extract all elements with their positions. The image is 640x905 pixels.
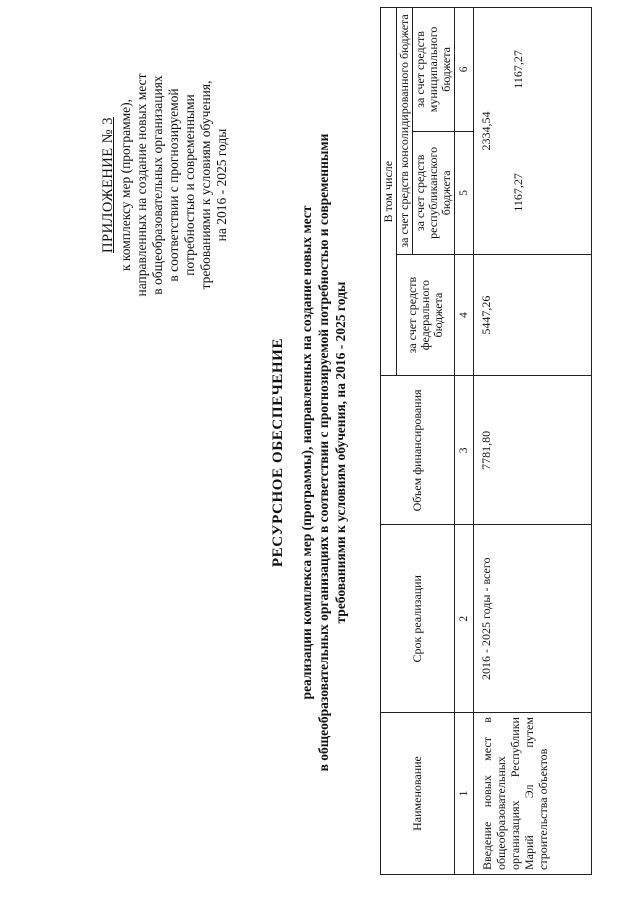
row-federal: 5447,26 — [474, 254, 592, 375]
row-name: Введение новых мест в общеобразовательных организациях Республики Марий Эл путем строительства объектов — [474, 713, 592, 875]
header-consolidated: за счет средств консолидированного бюджета — [397, 8, 413, 255]
header-republican: за счет средств республиканского бюджета — [413, 131, 455, 254]
resource-table — [380, 7, 592, 875]
row-split — [512, 8, 525, 254]
row-consolidated-cell — [474, 8, 592, 255]
document-subtitle — [298, 60, 349, 845]
appendix-line: потребностью и современными — [182, 94, 197, 276]
column-number: 6 — [455, 8, 474, 132]
header-volume: Объем финансирования — [381, 376, 455, 525]
row-municipal: 1167,27 — [511, 50, 525, 89]
header-including: В том числе — [381, 8, 397, 376]
row-period: 2016 - 2025 годы - всего — [474, 525, 592, 713]
header-federal: за счет средств федерального бюджета — [397, 254, 455, 375]
header-period: Срок реализации — [381, 525, 455, 713]
appendix-block — [100, 25, 230, 345]
row-volume: 7781,80 — [474, 376, 592, 525]
column-numbers-row — [455, 8, 474, 875]
appendix-line: на 2016 - 2025 годы — [214, 128, 229, 242]
column-number: 3 — [455, 376, 474, 525]
column-number: 5 — [455, 131, 474, 254]
table-row — [474, 8, 592, 875]
appendix-line: в соответствии с прогнозируемой — [166, 88, 181, 282]
appendix-line: к комплексу мер (программе), — [118, 98, 133, 272]
column-number: 1 — [455, 713, 474, 875]
row-republican: 1167,27 — [511, 173, 525, 212]
subtitle-line: требованиями к условиям обучения, на 2016 - 2025 годы — [333, 281, 348, 624]
appendix-line: требованиями к условиям обучения, — [198, 80, 213, 290]
appendix-line: направленных на создание новых мест — [134, 73, 149, 297]
subtitle-line: реализации комплекса мер (программы), направленных на создание новых мест — [299, 205, 314, 700]
document-title: РЕСУРСНОЕ ОБЕСПЕЧЕНИЕ — [270, 337, 286, 568]
subtitle-line: в общеобразовательных организациях в соответствии с прогнозируемой потребностью и современными — [316, 133, 331, 772]
column-number: 4 — [455, 254, 474, 375]
column-number: 2 — [455, 525, 474, 713]
row-consolidated: 2334,54 — [479, 111, 493, 151]
header-municipal: за счет средств муниципального бюджета — [413, 8, 455, 132]
header-name: Наименование — [381, 713, 455, 875]
appendix-heading: ПРИЛОЖЕНИЕ № 3 — [100, 117, 116, 253]
appendix-line: в общеобразовательных организациях — [150, 75, 165, 295]
